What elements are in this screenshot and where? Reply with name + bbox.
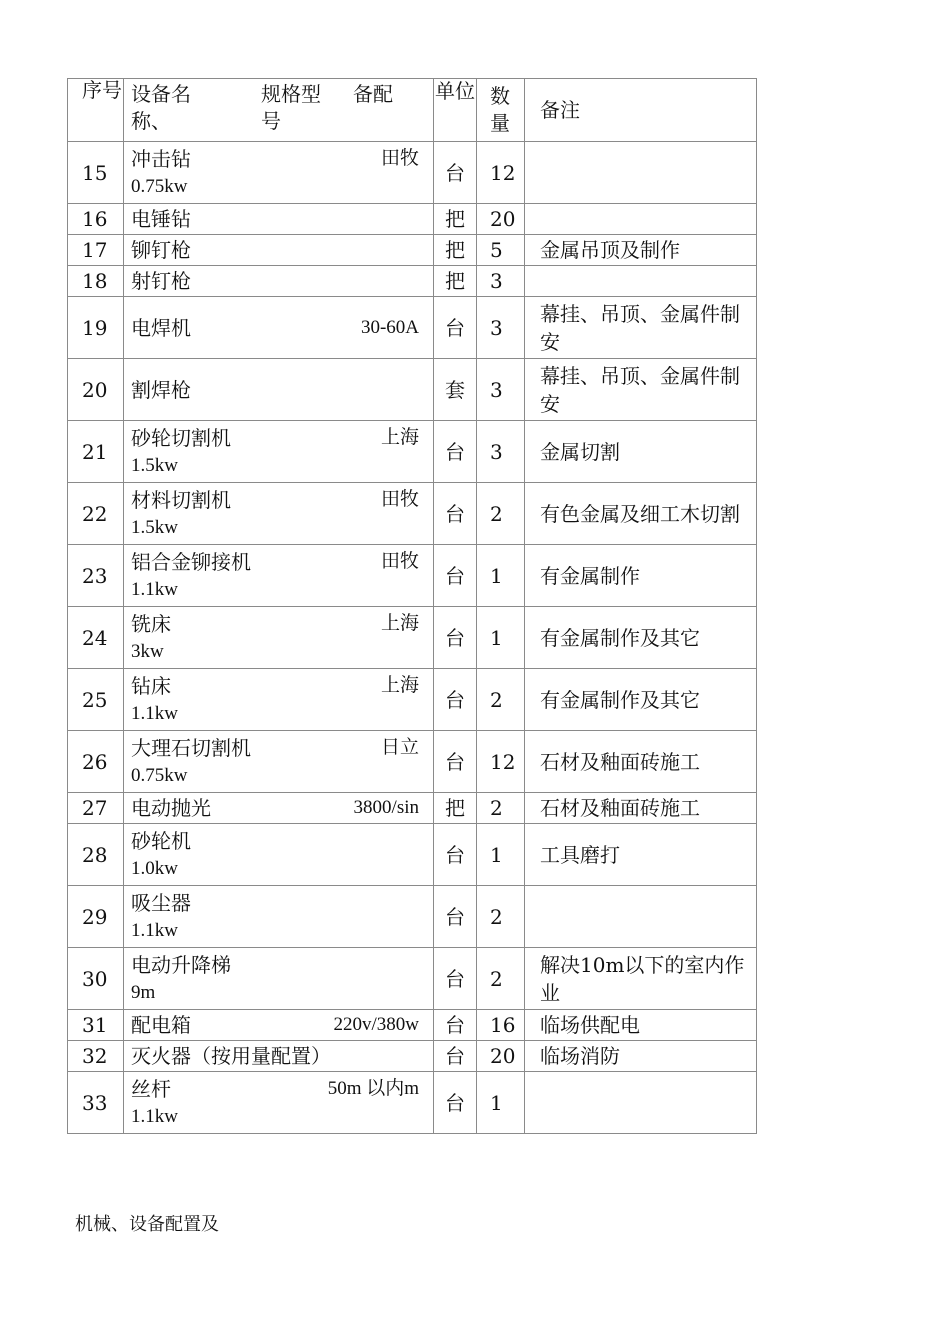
row-qty: 3	[477, 421, 525, 483]
table-row	[68, 886, 757, 948]
row-name-cell	[124, 607, 434, 669]
row-remark	[525, 142, 757, 204]
row-name-cell	[124, 824, 434, 886]
header-qty: 数量	[477, 79, 525, 142]
row-no: 22	[68, 483, 124, 545]
row-unit: 台	[434, 1010, 477, 1041]
table-row	[68, 266, 757, 297]
row-remark: 有金属制作及其它	[525, 669, 757, 731]
row-unit: 台	[434, 731, 477, 793]
row-name-line	[131, 610, 433, 638]
row-name-cell	[124, 886, 434, 948]
row-unit: 台	[434, 1041, 477, 1072]
table-row	[68, 483, 757, 545]
row-qty: 2	[477, 669, 525, 731]
row-qty: 2	[477, 483, 525, 545]
row-name: 铝合金铆接机	[131, 549, 251, 574]
row-brand: 220v/380w	[333, 1014, 419, 1035]
row-name-cell	[124, 669, 434, 731]
row-remark	[525, 266, 757, 297]
row-no: 18	[68, 266, 124, 297]
row-no: 29	[68, 886, 124, 948]
row-name: 电动抛光	[131, 796, 211, 820]
header-remark: 备注	[525, 79, 757, 142]
row-unit: 台	[434, 421, 477, 483]
row-remark: 有色金属及细工木切割	[525, 483, 757, 545]
row-no: 17	[68, 235, 124, 266]
table-row	[68, 204, 757, 235]
footer-text: 机械、设备配置及	[75, 1214, 219, 1235]
row-no: 30	[68, 948, 124, 1010]
header-unit: 单位	[434, 79, 477, 142]
row-remark	[525, 886, 757, 948]
row-spec: 1.1kw	[131, 702, 178, 724]
row-name-line	[131, 951, 433, 979]
row-name-line	[131, 1042, 433, 1070]
table-row	[68, 359, 757, 421]
row-name-line	[131, 672, 433, 700]
row-brand: 上海	[380, 426, 419, 448]
row-spec: 9m	[131, 981, 156, 1003]
table-row	[68, 1010, 757, 1041]
row-remark: 有金属制作	[525, 545, 757, 607]
row-no: 27	[68, 793, 124, 824]
row-spec: 1.1kw	[131, 919, 178, 941]
row-name-cell	[124, 793, 434, 824]
row-qty: 12	[477, 731, 525, 793]
row-name-cell	[124, 359, 434, 421]
row-spec: 1.5kw	[131, 516, 178, 538]
row-name-line	[131, 889, 433, 917]
header-name-b: 规格型号	[261, 82, 321, 133]
row-qty: 2	[477, 886, 525, 948]
row-name: 灭火器（按用量配置）	[131, 1044, 331, 1068]
row-no: 15	[68, 142, 124, 204]
row-name-cell	[124, 1010, 434, 1041]
row-name-line	[131, 314, 433, 342]
row-remark: 临场供配电	[525, 1010, 757, 1041]
row-name: 砂轮切割机	[131, 425, 231, 450]
row-name: 丝杆	[131, 1076, 171, 1101]
row-name: 割焊枪	[131, 377, 191, 402]
row-name-line	[131, 548, 433, 576]
table-row	[68, 1072, 757, 1134]
row-brand: 田牧	[380, 488, 419, 510]
row-unit: 把	[434, 266, 477, 297]
row-unit: 台	[434, 545, 477, 607]
row-no: 24	[68, 607, 124, 669]
row-spec: 1.5kw	[131, 454, 178, 476]
row-unit: 台	[434, 886, 477, 948]
row-name-line	[131, 145, 433, 173]
row-qty: 1	[477, 607, 525, 669]
table-row	[68, 142, 757, 204]
row-unit: 把	[434, 235, 477, 266]
row-remark: 幕挂、吊顶、金属件制安	[525, 297, 757, 359]
header-row	[68, 79, 757, 142]
row-name-cell	[124, 142, 434, 204]
row-name-cell	[124, 266, 434, 297]
row-qty: 5	[477, 235, 525, 266]
row-spec: 1.1kw	[131, 578, 178, 600]
row-qty: 3	[477, 359, 525, 421]
row-qty: 20	[477, 1041, 525, 1072]
row-qty: 20	[477, 204, 525, 235]
row-unit: 台	[434, 297, 477, 359]
row-no: 32	[68, 1041, 124, 1072]
table-row	[68, 297, 757, 359]
row-remark: 临场消防	[525, 1041, 757, 1072]
row-unit: 套	[434, 359, 477, 421]
row-name: 铣床	[131, 611, 171, 636]
row-no: 26	[68, 731, 124, 793]
row-name-line	[131, 827, 433, 855]
row-brand: 上海	[380, 612, 419, 634]
row-spec: 1.0kw	[131, 857, 178, 879]
table-row	[68, 824, 757, 886]
row-qty: 3	[477, 266, 525, 297]
row-name: 钻床	[131, 673, 171, 698]
row-unit: 台	[434, 483, 477, 545]
row-remark: 有金属制作及其它	[525, 607, 757, 669]
row-remark: 解决10m以下的室内作业	[525, 948, 757, 1010]
row-unit: 台	[434, 948, 477, 1010]
row-spec: 3kw	[131, 640, 164, 662]
row-qty: 1	[477, 824, 525, 886]
table-row	[68, 793, 757, 824]
row-no: 25	[68, 669, 124, 731]
row-remark	[525, 1072, 757, 1134]
header-no: 序号	[68, 79, 124, 142]
row-brand: 日立	[380, 736, 419, 758]
row-qty: 2	[477, 948, 525, 1010]
row-name-cell	[124, 948, 434, 1010]
row-name-line	[131, 376, 433, 404]
row-brand: 田牧	[380, 147, 419, 169]
row-qty: 12	[477, 142, 525, 204]
row-brand: 上海	[380, 674, 419, 696]
row-no: 16	[68, 204, 124, 235]
row-name-line	[131, 1075, 433, 1103]
row-name-line	[131, 236, 433, 264]
row-qty: 3	[477, 297, 525, 359]
table-row	[68, 545, 757, 607]
row-spec: 1.1kw	[131, 1105, 178, 1127]
row-unit: 台	[434, 1072, 477, 1134]
row-name-line	[131, 205, 433, 233]
row-name: 射钉枪	[131, 269, 191, 293]
row-unit: 把	[434, 204, 477, 235]
row-name-cell	[124, 483, 434, 545]
row-remark: 金属切割	[525, 421, 757, 483]
row-name-line	[131, 1011, 433, 1039]
table-row	[68, 421, 757, 483]
equipment-table	[67, 78, 757, 1134]
row-spec: 0.75kw	[131, 175, 188, 197]
row-qty: 2	[477, 793, 525, 824]
row-name: 砂轮机	[131, 828, 191, 853]
row-brand: 30-60A	[360, 316, 419, 338]
row-name: 铆钉枪	[131, 238, 191, 262]
row-name: 吸尘器	[131, 890, 191, 915]
row-remark	[525, 204, 757, 235]
row-name-line	[131, 267, 433, 295]
row-name: 冲击钻	[131, 146, 191, 171]
row-name-line	[131, 734, 433, 762]
row-remark: 石材及釉面砖施工	[525, 793, 757, 824]
row-name: 电锤钻	[131, 207, 191, 231]
header-name-c: 备配	[353, 82, 393, 106]
row-name: 大理石切割机	[131, 735, 251, 760]
row-name-cell	[124, 421, 434, 483]
row-unit: 台	[434, 824, 477, 886]
row-unit: 台	[434, 669, 477, 731]
table-row	[68, 235, 757, 266]
row-unit: 台	[434, 142, 477, 204]
row-qty: 16	[477, 1010, 525, 1041]
row-name-cell	[124, 545, 434, 607]
row-name-cell	[124, 235, 434, 266]
row-name: 电动升降梯	[131, 952, 231, 977]
row-name: 材料切割机	[131, 487, 231, 512]
row-name-cell	[124, 204, 434, 235]
row-unit: 台	[434, 607, 477, 669]
row-name-cell	[124, 1072, 434, 1134]
row-name-cell	[124, 1041, 434, 1072]
row-qty: 1	[477, 1072, 525, 1134]
row-no: 33	[68, 1072, 124, 1134]
row-spec: 0.75kw	[131, 764, 188, 786]
row-name: 配电箱	[131, 1013, 191, 1037]
row-brand: 田牧	[380, 550, 419, 572]
row-name-cell	[124, 731, 434, 793]
row-name-line	[131, 486, 433, 514]
row-name-cell	[124, 297, 434, 359]
row-brand: 3800/sin	[353, 797, 419, 818]
row-unit: 把	[434, 793, 477, 824]
row-no: 20	[68, 359, 124, 421]
row-remark: 幕挂、吊顶、金属件制安	[525, 359, 757, 421]
row-name: 电焊机	[131, 315, 191, 340]
table-row	[68, 731, 757, 793]
table-row	[68, 948, 757, 1010]
header-name-a: 设备名称、	[131, 82, 191, 133]
row-no: 19	[68, 297, 124, 359]
table-row	[68, 1041, 757, 1072]
row-qty: 1	[477, 545, 525, 607]
row-remark: 工具磨打	[525, 824, 757, 886]
row-remark: 金属吊顶及制作	[525, 235, 757, 266]
row-no: 23	[68, 545, 124, 607]
row-brand: 50m 以内m	[327, 1077, 419, 1099]
row-name-line	[131, 794, 433, 822]
table-row	[68, 669, 757, 731]
row-name-line	[131, 424, 433, 452]
header-name	[124, 79, 434, 142]
row-remark: 石材及釉面砖施工	[525, 731, 757, 793]
row-no: 28	[68, 824, 124, 886]
row-no: 21	[68, 421, 124, 483]
table-row	[68, 607, 757, 669]
row-no: 31	[68, 1010, 124, 1041]
